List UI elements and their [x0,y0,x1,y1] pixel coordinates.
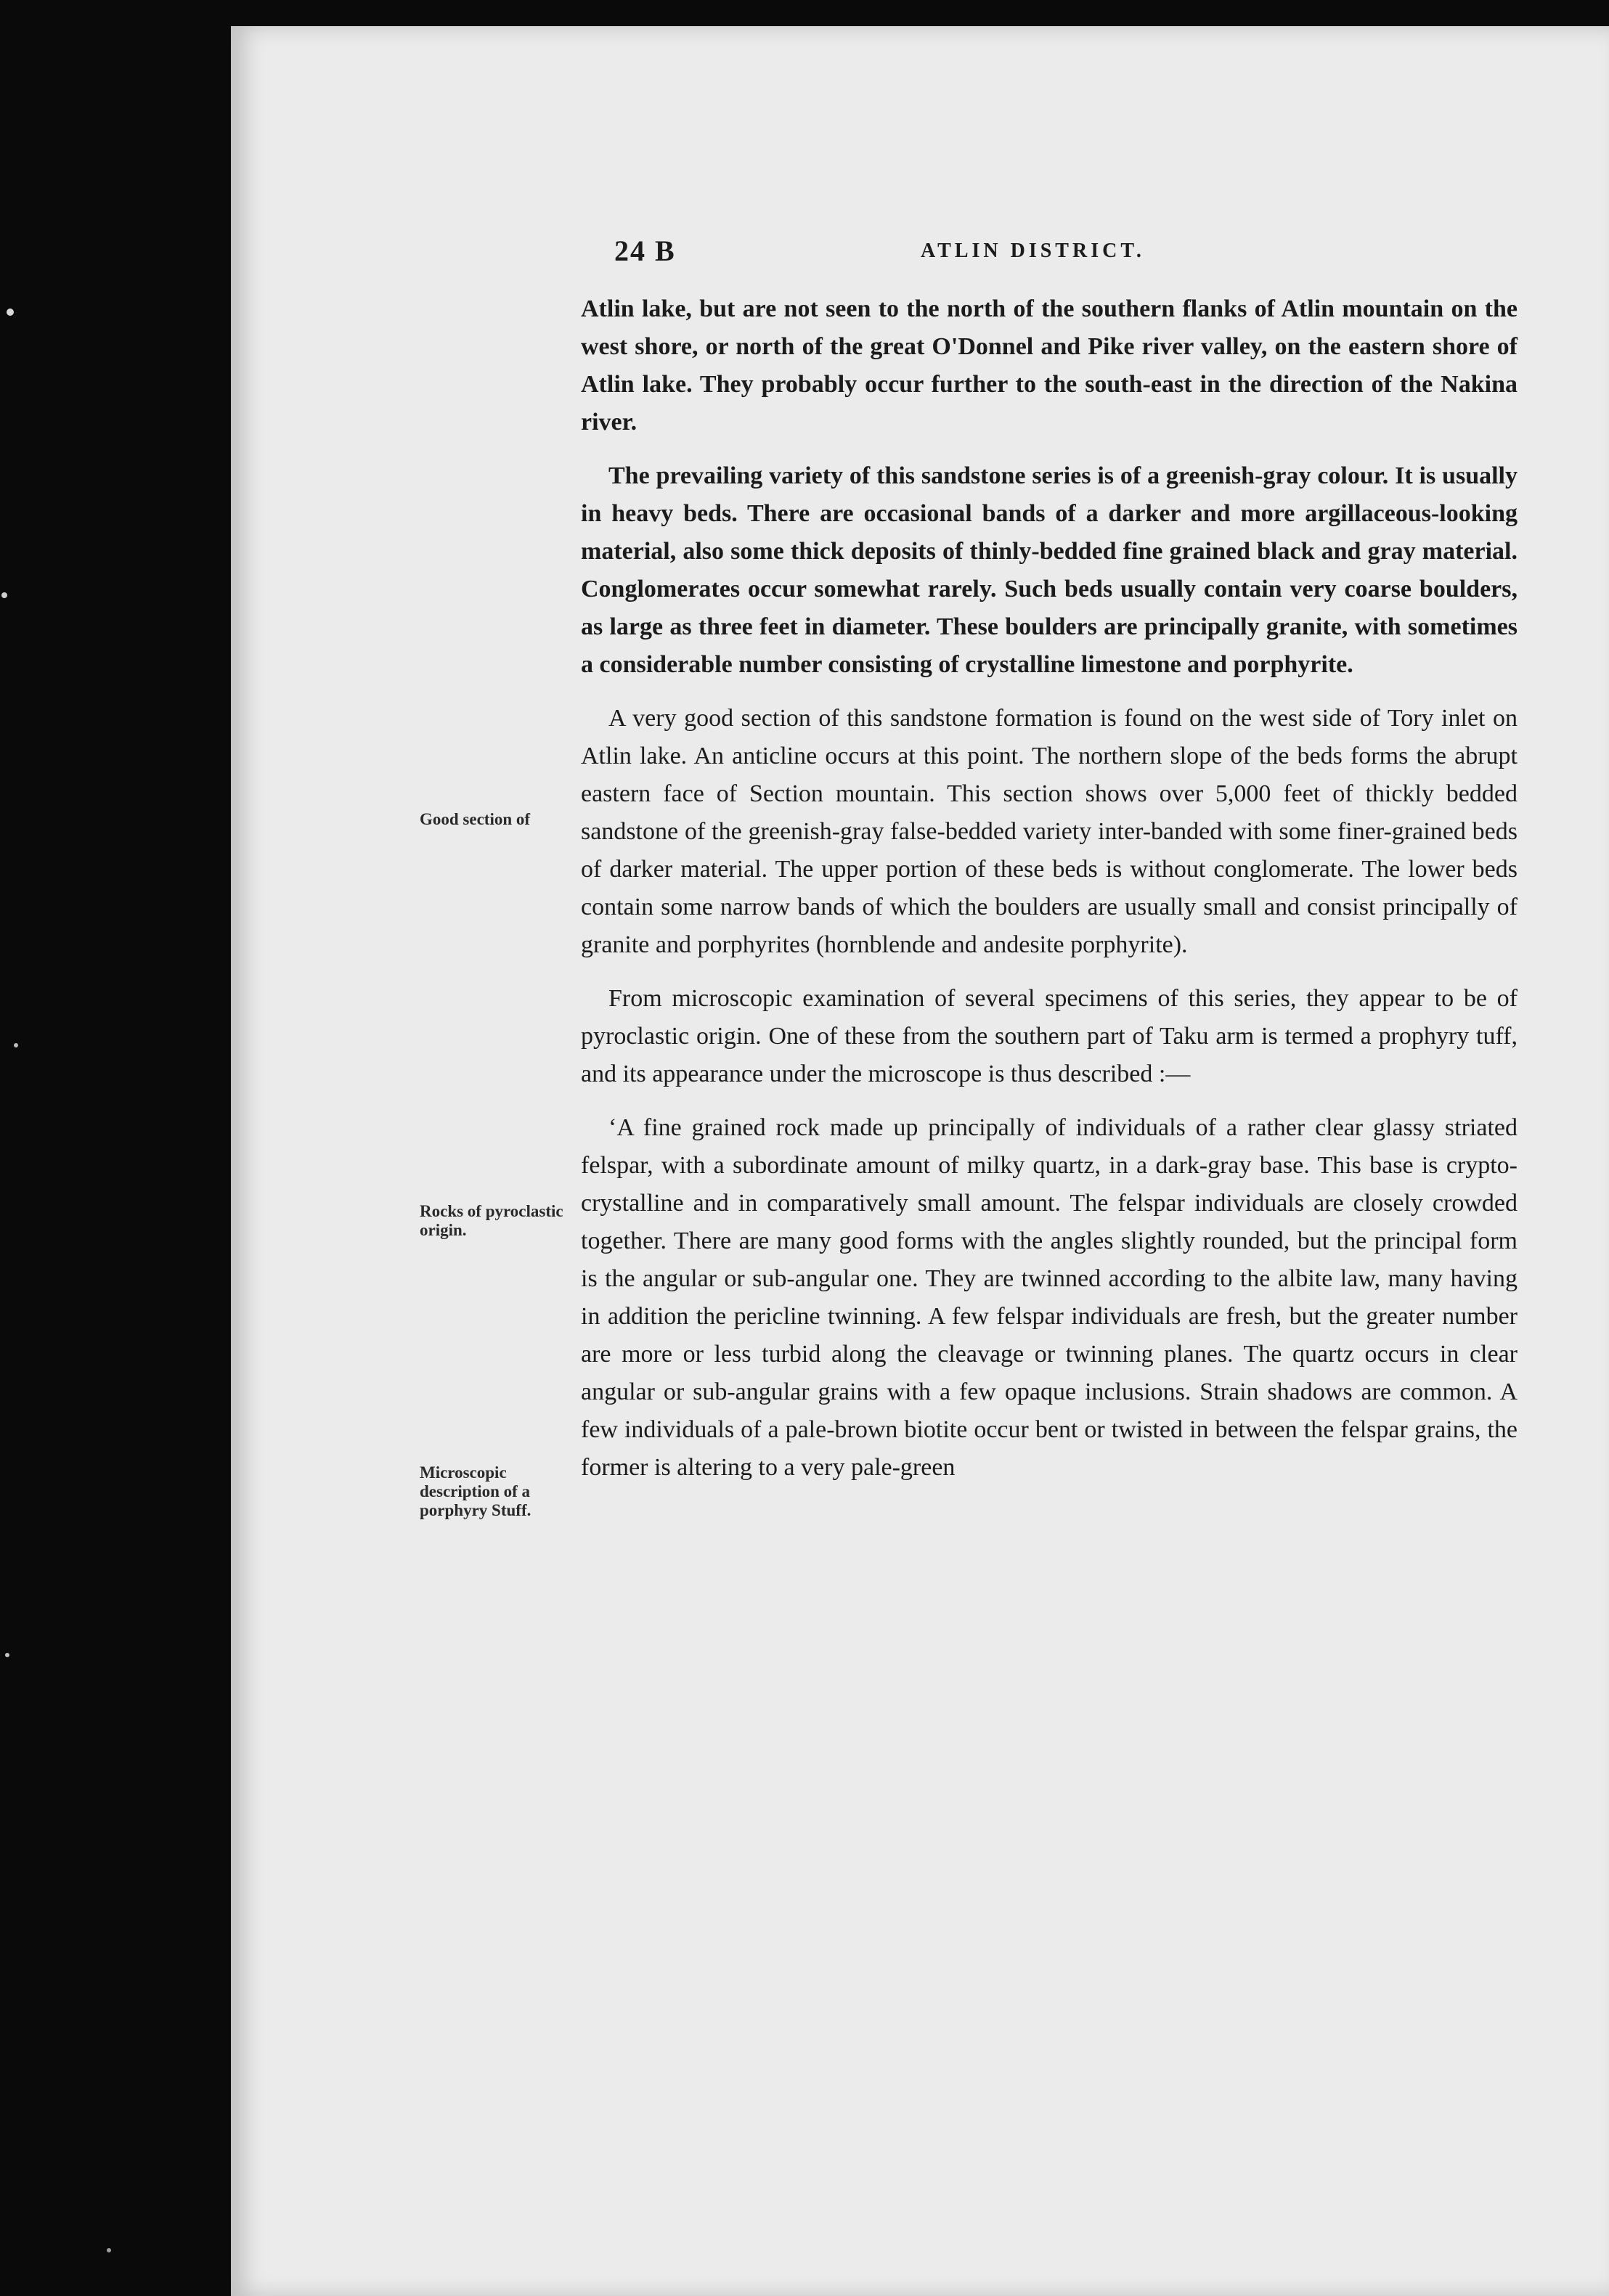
margin-note-good-section: Good section of [420,810,531,828]
page-header [614,234,1507,270]
paragraph-rock-description: ‘A fine grained rock made up principally of individuals of a rather clear glassy striated felspar, with a subordinate amount of milky quartz, in a dark-gray base. This base is crypto-crystalline and in comparatively small amount. The felspar individuals are closely crowded together. There are many good forms with the angles slightly rounded, but the principal form is the angular or sub-angular one. They are twinned according to the albite law, many having in addition the pericline twinning. A few felspar individuals are fresh, but the greater number are more or less turbid along the cleavage or twinning planes. The quartz occurs in clear angular or sub-angular grains with a few opaque inclusions. Strain shadows are common. A few individuals of a pale-brown biotite occur bent or twisted in between the felspar grains, the former is altering to a very pale-green [581,1114,1518,1481]
paragraph-microscopic-examination: From microscopic examination of several specimens of this series, they appear to be of pyroclastic origin. One of these from the southern part of Taku arm is termed a prophyry tuff, and its appearance under the microscope is thus described :— [581,985,1518,1087]
running-head: ATLIN DISTRICT. [921,240,1145,262]
body-text [581,290,1518,1503]
paragraph-good-section: A very good section of this sandstone formation is found on the west side of Tory inlet on Atlin lake. An anticline occurs at this point. The northern slope of the beds forms the abrupt eastern face of Section mountain. This section shows over 5,000 feet of thickly bedded sandstone of the greenish-gray false-bedded variety inter-banded with some finer-grained beds of darker material. The upper portion of these beds is without conglomerate. The lower beds contain some narrow bands of which the boulders are usually small and consist principally of granite and porphyrites (hornblende and andesite porphyrite). [581,705,1518,958]
margin-note-microscopic-description: Microscopic description of a porphyry Stuff. [420,1463,531,1519]
scan-specks [0,0,231,2296]
paragraph-prevailing-variety: The prevailing variety of this sandstone series is of a greenish-gray colour. It is usually in heavy beds. There are occasional bands of a darker and more argillaceous-looking material, also some thick deposits of thinly-bedded fine grained black and gray material. Conglomerates occur somewhat rarely. Such beds usually contain very coarse boulders, as large as three feet in diameter. These boulders are principally granite, with sometimes a considerable number consisting of crystalline limestone and porphyrite. [581,462,1518,678]
paragraph-continuation: Atlin lake, but are not seen to the north of the southern flanks of Atlin mountain on the west shore, or north of the great O'Donnel and Pike river valley, on the eastern shore of Atlin lake. They probably occur further to the south-east in the direction of the Nakina river. [581,295,1518,436]
margin-note-rocks-pyroclastic: Rocks of pyroclastic origin. [420,1202,563,1239]
page-number: 24 B [614,234,676,267]
